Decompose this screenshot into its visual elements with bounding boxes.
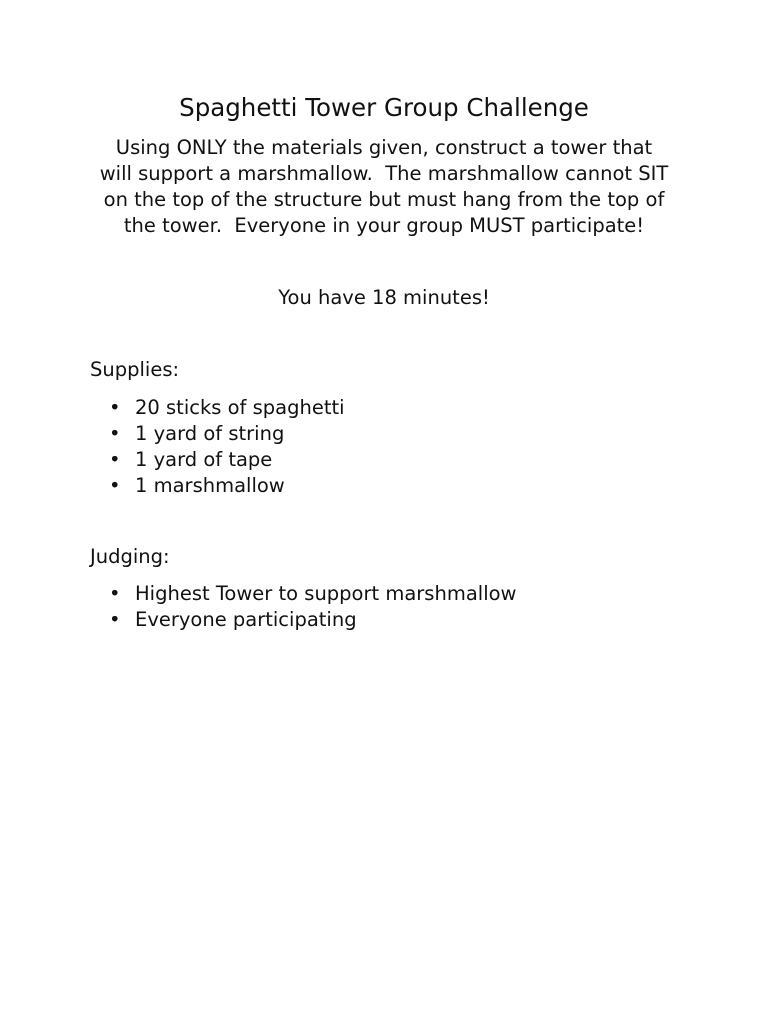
supplies-list [90, 395, 345, 499]
list-item [90, 421, 345, 447]
list-item-text: Highest Tower to support marshmallow [135, 582, 517, 605]
list-item [90, 473, 345, 499]
list-item [90, 395, 345, 421]
list-item [90, 581, 517, 607]
judging-list [90, 581, 517, 633]
supplies-heading: Supplies: [90, 358, 180, 381]
time-limit-note: You have 18 minutes! [278, 286, 490, 309]
bullet-icon: • [109, 474, 121, 497]
list-item-text: 20 sticks of spaghetti [135, 396, 345, 419]
instructions-line: the tower. Everyone in your group MUST participate! [123, 214, 645, 237]
list-item-text: 1 yard of string [135, 422, 285, 445]
page-title: Spaghetti Tower Group Challenge [179, 93, 589, 122]
list-item-text: 1 marshmallow [135, 474, 285, 497]
judging-heading: Judging: [90, 545, 170, 568]
instructions-paragraph [86, 135, 682, 239]
bullet-icon: • [109, 422, 121, 445]
list-item-text: 1 yard of tape [135, 448, 273, 471]
list-item [90, 447, 345, 473]
bullet-icon: • [109, 608, 121, 631]
bullet-icon: • [109, 582, 121, 605]
bullet-icon: • [109, 396, 121, 419]
bullet-icon: • [109, 448, 121, 471]
instructions-line: Using ONLY the materials given, construct a tower that [115, 136, 653, 159]
list-item-text: Everyone participating [135, 608, 357, 631]
list-item [90, 607, 517, 633]
instructions-line: on the top of the structure but must hang from the top of [103, 188, 665, 211]
instructions-line: will support a marshmallow. The marshmallow cannot SIT [99, 162, 669, 185]
